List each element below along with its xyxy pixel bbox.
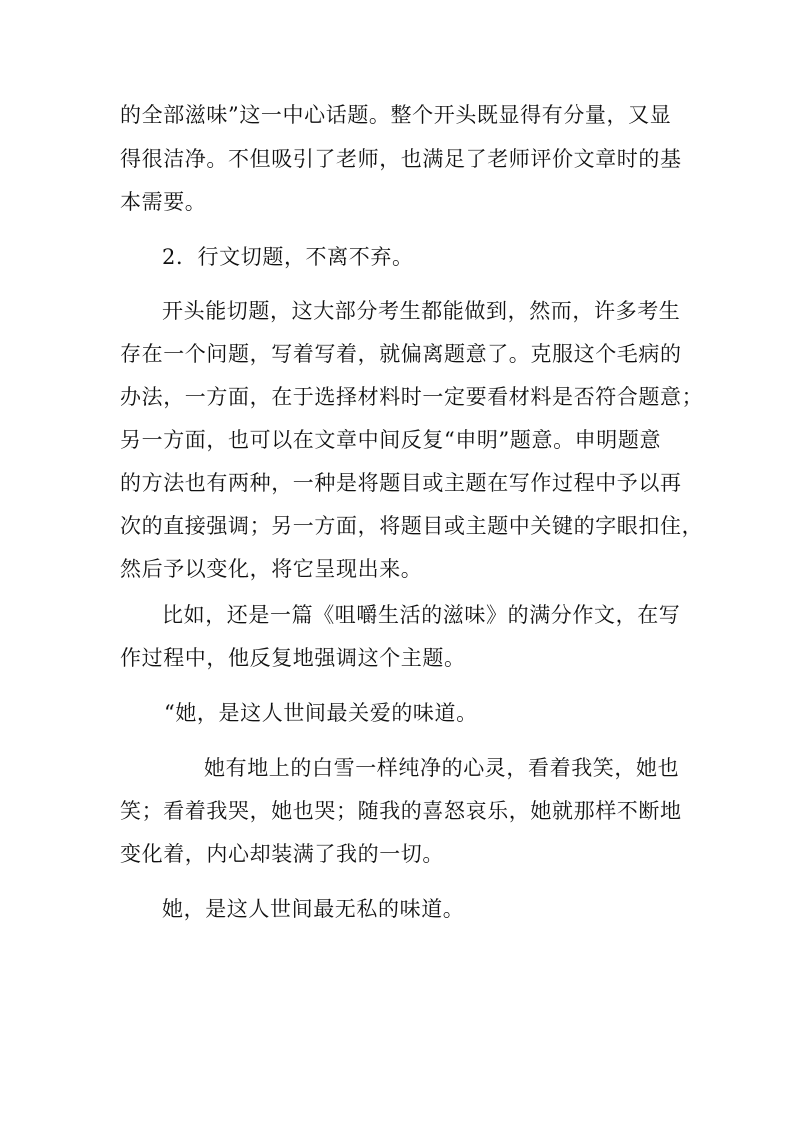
text-line: 的全部滋味”这一中心话题。整个开头既显得有分量，又显 [120,103,672,127]
text-line: 本需要。 [120,190,207,214]
text-line: 笑；看着我哭，她也哭；随我的喜怒哀乐，她就那样不断地 [120,799,682,823]
paragraph-start: 她有地上的白雪一样纯净的心灵，看着我笑，她也 [204,756,680,780]
paragraph-start: 她，是这人世间最无私的味道。 [162,897,465,921]
text-line: 变化着，内心却装满了我的一切。 [120,842,444,866]
text-line: 办法，一方面，在于选择材料时一定要看材料是否符合题意； [120,385,704,409]
text-line: 存在一个问题，写着写着，就偏离题意了。克服这个毛病的 [120,342,682,366]
text-line: 另一方面，也可以在文章中间反复“申明”题意。申明题意 [120,428,662,452]
numbered-heading: 2．行文切题，不离不弃。 [162,245,414,269]
text-line: 然后予以变化，将它呈现出来。 [120,557,423,581]
paragraph-start: 开头能切题，这大部分考生都能做到，然而，许多考生 [162,299,681,323]
text-line: 作过程中，他反复地强调这个主题。 [120,646,466,670]
text-line: 的方法也有两种，一种是将题目或主题在写作过程中予以再 [120,471,682,495]
quote-line: “她，是这人世间最关爱的味道。 [164,701,478,725]
paragraph-start: 比如，还是一篇《咀嚼生活的滋味》的满分作文，在写 [162,603,681,627]
text-line: 次的直接强调；另一方面，将题目或主题中关键的字眼扣住， [120,514,704,538]
text-line: 得很洁净。不但吸引了老师，也满足了老师评价文章时的基 [120,147,682,171]
